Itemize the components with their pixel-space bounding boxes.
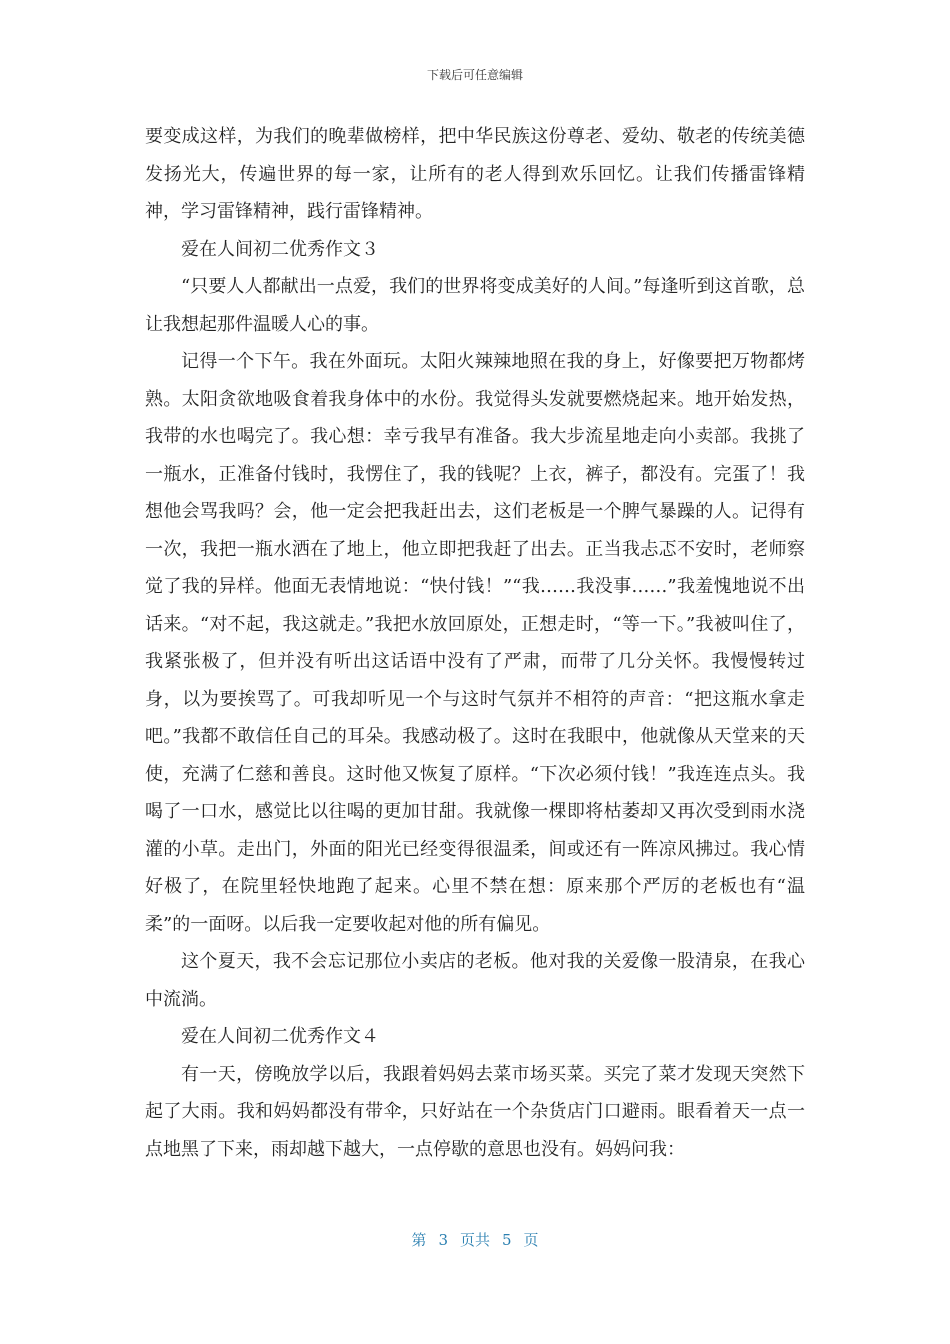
paragraph: 有一天，傍晚放学以后，我跟着妈妈去菜市场买菜。买完了菜才发现天突然下起了大雨。我和妈妈都没有带伞，只好站在一个杂货店门口避雨。眼看着天一点一点地黑了下来，雨却越下越大，一点停歇的意思也没有。妈妈问我： [145, 1063, 805, 1160]
footer-label: 页共 [459, 1231, 490, 1249]
essay-title: 爱在人间初二优秀作文３ [181, 238, 379, 260]
page-total: 5 [502, 1231, 512, 1249]
paragraph: 记得一个下午。我在外面玩。太阳火辣辣地照在我的身上，好像要把万物都烤熟。太阳贪欲地吸食着我身体中的水份。我觉得头发就要燃烧起来。地开始发热，我带的水也喝完了。我心想：幸亏我早有准备。我大步流星地走向小卖部。我挑了一瓶水，正准备付钱时，我愣住了，我的钱呢？上衣，裤子，都没有。完蛋了！我想他会骂我吗？会，他一定会把我赶出去，这们老板是一个脾气暴躁的人。记得有一次，我把一瓶水洒在了地上，他立即把我赶了出去。正当我忐忑不安时，老师察觉了我的异样。他面无表情地说：“快付钱！”“我……我没事……”我羞愧地说不出话来。“对不起，我这就走。”我把水放回原处，正想走时，“等一下。”我被叫住了，我紧张极了，但并没有听出这话语中没有了严肃，而带了几分关怀。我慢慢转过身，以为要挨骂了。可我却听见一个与这时气氛并不相符的声音：“把这瓶水拿走吧。”我都不敢信任自己的耳朵。我感动极了。这时在我眼中，他就像从天堂来的天使，充满了仁慈和善良。这时他又恢复了原样。“下次必须付钱！”我连连点头。我喝了一口水，感觉比以往喝的更加甘甜。我就像一棵即将枯萎却又再次受到雨水浇灌的小草。走出门，外面的阳光已经变得很温柔，间或还有一阵凉风拂过。我心情好极了，在院里轻快地跑了起来。心里不禁在想：原来那个严厉的老板也有“温柔”的一面呀。以后我一定要收起对他的所有偏见。 [145, 351, 805, 935]
page-number: 3 [438, 1231, 448, 1249]
paragraph: “只要人人都献出一点爱，我们的世界将变成美好的人间。”每逢听到这首歌，总让我想起那件温暖人心的事。 [145, 276, 805, 335]
footer-label: 第 [411, 1231, 427, 1249]
paragraph: 要变成这样，为我们的晚辈做榜样，把中华民族这份尊老、爱幼、敬老的传统美德发扬光大，传遍世界的每一家，让所有的老人得到欢乐回忆。让我们传播雷锋精神，学习雷锋精神，践行雷锋精神。 [145, 126, 805, 222]
page-header: 下载后可任意编辑 [426, 68, 523, 82]
page-footer [0, 1229, 950, 1250]
document-body [145, 118, 805, 1168]
footer-label: 页 [523, 1231, 539, 1249]
paragraph: 这个夏天，我不会忘记那位小卖店的老板。他对我的关爱像一股清泉，在我心中流淌。 [145, 951, 805, 1010]
essay-title: 爱在人间初二优秀作文４ [181, 1026, 379, 1047]
